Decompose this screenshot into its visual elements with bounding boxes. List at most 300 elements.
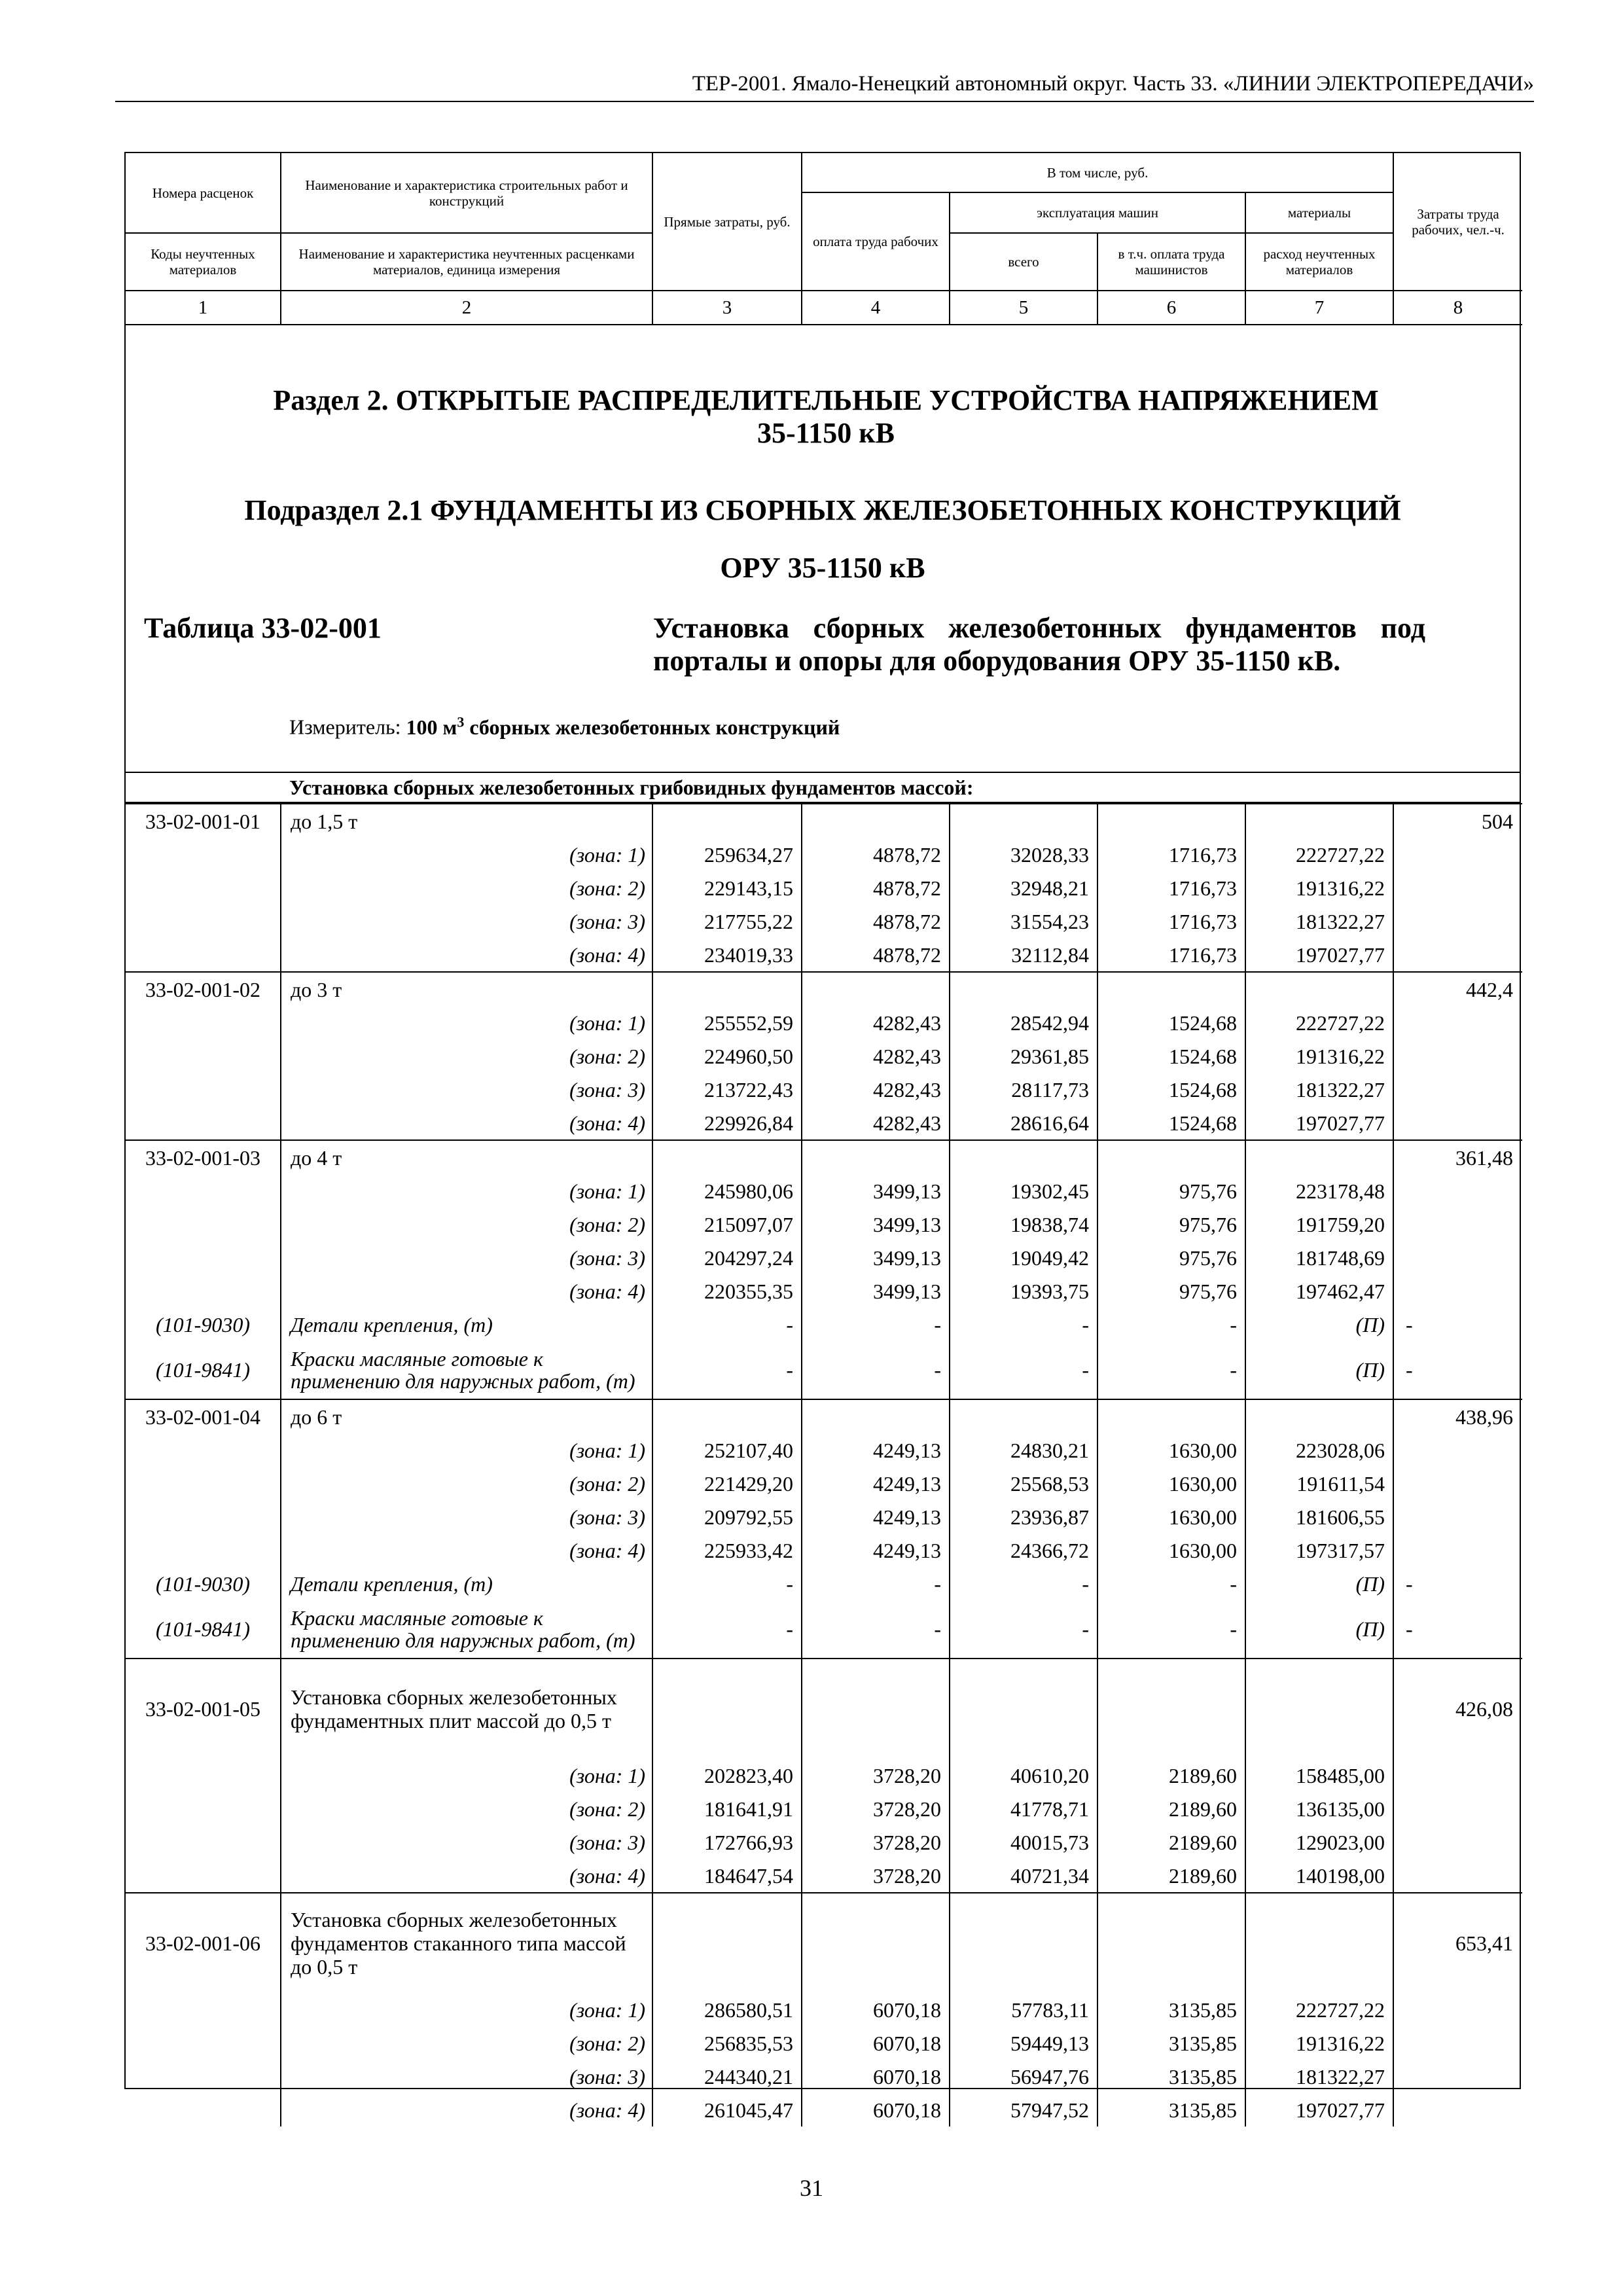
value-cell: 244340,21: [652, 2060, 802, 2093]
table-row: [126, 1341, 1522, 1399]
value-cell: 3499,13: [802, 1274, 950, 1308]
value-cell: 2189,60: [1097, 1759, 1245, 1792]
table-row: [126, 1433, 1522, 1467]
zone-label: (зона: 2): [281, 871, 652, 905]
zone-label: (зона: 3): [281, 905, 652, 938]
value-cell: 3135,85: [1097, 2093, 1245, 2126]
value-cell: 222727,22: [1245, 1006, 1393, 1039]
empty-cell: [1393, 1993, 1522, 2026]
value-cell: -: [652, 1308, 802, 1341]
value-cell: 1630,00: [1097, 1433, 1245, 1467]
value-cell: 19049,42: [950, 1241, 1097, 1274]
table-row: [126, 2060, 1522, 2093]
value-cell: 31554,23: [950, 905, 1097, 938]
value-cell: 59449,13: [950, 2026, 1097, 2060]
empty-cell: [950, 972, 1097, 1006]
empty-cell: [1393, 1792, 1522, 1825]
empty-cell: [126, 1274, 281, 1308]
col8-header: Затраты труда рабочих, чел.-ч.: [1393, 153, 1522, 291]
zone-label: (зона: 4): [281, 1274, 652, 1308]
table-row: [126, 838, 1522, 871]
empty-cell: [126, 1174, 281, 1208]
value-cell: 191316,22: [1245, 2026, 1393, 2060]
section-title-line1: Раздел 2. ОТКРЫТЫЕ РАСПРЕДЕЛИТЕЛЬНЫЕ УСТРОЙСТВА НАПРЯЖЕНИЕМ: [273, 384, 1379, 416]
value-cell: 181641,91: [652, 1792, 802, 1825]
table-row: [126, 1759, 1522, 1792]
empty-cell: [1393, 1759, 1522, 1792]
table-row: [126, 1825, 1522, 1859]
rate-code: 33-02-001-05: [126, 1659, 281, 1759]
material-name: Краски масляные готовые к применению для наружных работ, (т): [281, 1600, 652, 1659]
value-cell: 19838,74: [950, 1208, 1097, 1241]
value-cell: -: [1097, 1308, 1245, 1341]
column-number: 2: [281, 291, 652, 325]
value-cell: -: [950, 1600, 1097, 1659]
value-cell: 4878,72: [802, 871, 950, 905]
empty-cell: [126, 938, 281, 972]
value-cell: 3728,20: [802, 1859, 950, 1893]
column-numbers: [126, 291, 1522, 325]
value-cell: -: [802, 1567, 950, 1600]
empty-cell: [950, 1893, 1097, 1993]
value-cell: 1716,73: [1097, 838, 1245, 871]
empty-cell: [1393, 1106, 1522, 1140]
table-row: [126, 2026, 1522, 2060]
table-row: [126, 905, 1522, 938]
col2-header-bottom: Наименование и характеристика неучтенных расценками материалов, единица измерения: [281, 233, 652, 291]
col1-header-top: Номера расценок: [126, 153, 281, 233]
table-row: [126, 1308, 1522, 1341]
value-cell: 1524,68: [1097, 1106, 1245, 1140]
zone-label: (зона: 3): [281, 1073, 652, 1106]
section-title-line2: 35-1150 кВ: [757, 417, 895, 449]
table-row: [126, 972, 1522, 1006]
section-titles: [126, 325, 1520, 773]
zone-label: (зона: 2): [281, 1208, 652, 1241]
zone-label: (зона: 2): [281, 1467, 652, 1500]
empty-cell: [126, 1106, 281, 1140]
value-cell: -: [950, 1567, 1097, 1600]
value-cell: -: [652, 1600, 802, 1659]
table-row: [126, 1467, 1522, 1500]
value-cell: 256835,53: [652, 2026, 802, 2060]
value-cell: 28117,73: [950, 1073, 1097, 1106]
empty-cell: [126, 871, 281, 905]
empty-cell: [1393, 1039, 1522, 1073]
zone-label: (зона: 1): [281, 1006, 652, 1039]
subsection-title-line2: ОРУ 35-1150 кВ: [720, 552, 925, 584]
labor-cost: 438,96: [1393, 1399, 1522, 1433]
empty-cell: [1393, 905, 1522, 938]
rate-name: до 3 т: [281, 972, 652, 1006]
value-cell: 3135,85: [1097, 1993, 1245, 2026]
value-cell: 3499,13: [802, 1241, 950, 1274]
value-cell: -: [652, 1341, 802, 1399]
empty-cell: [126, 1534, 281, 1567]
empty-cell: [126, 1433, 281, 1467]
empty-cell: [126, 905, 281, 938]
empty-cell: [1097, 1399, 1245, 1433]
value-cell: 222727,22: [1245, 1993, 1393, 2026]
value-cell: 975,76: [1097, 1174, 1245, 1208]
value-cell: 28616,64: [950, 1106, 1097, 1140]
value-cell: 28542,94: [950, 1006, 1097, 1039]
value-cell: 1716,73: [1097, 871, 1245, 905]
empty-cell: [126, 1073, 281, 1106]
value-cell: 19302,45: [950, 1174, 1097, 1208]
zone-label: (зона: 2): [281, 2026, 652, 2060]
value-cell: 32112,84: [950, 938, 1097, 972]
labor-cost: -: [1406, 1617, 1413, 1641]
value-cell: (П): [1245, 1308, 1393, 1341]
value-cell: 57783,11: [950, 1993, 1097, 2026]
empty-cell: [126, 1241, 281, 1274]
value-cell: 259634,27: [652, 838, 802, 871]
value-cell: 3728,20: [802, 1759, 950, 1792]
zone-label: (зона: 3): [281, 1825, 652, 1859]
value-cell: 4878,72: [802, 905, 950, 938]
value-cell: 32028,33: [950, 838, 1097, 871]
material-name: Детали крепления, (т): [281, 1567, 652, 1600]
unit-value: 100 $м^3$ сборных железобетонных конструкций: [406, 713, 840, 739]
material-code: (101-9030): [126, 1308, 281, 1341]
value-cell: 229926,84: [652, 1106, 802, 1140]
empty-cell: [802, 1893, 950, 1993]
rate-code: 33-02-001-06: [126, 1893, 281, 1993]
empty-cell: [1393, 1467, 1522, 1500]
value-cell: 40015,73: [950, 1825, 1097, 1859]
empty-cell: [1393, 2026, 1522, 2060]
value-cell: 6070,18: [802, 1993, 950, 2026]
table-row: [126, 1399, 1522, 1433]
zone-label: (зона: 4): [281, 1859, 652, 1893]
empty-cell: [126, 1467, 281, 1500]
value-cell: 1524,68: [1097, 1073, 1245, 1106]
value-cell: 4878,72: [802, 938, 950, 972]
empty-cell: [1393, 838, 1522, 871]
value-cell: -: [802, 1308, 950, 1341]
value-cell: 6070,18: [802, 2093, 950, 2126]
empty-cell: [802, 1659, 950, 1759]
col6-header: в т.ч. оплата труда машинистов: [1097, 233, 1245, 291]
material-name: Детали крепления, (т): [281, 1308, 652, 1341]
table-name: Установка сборных железобетонных фундаментов под порталы и опоры для оборудования ОРУ 35-1150 кВ.: [653, 612, 1425, 677]
empty-cell: [1393, 1241, 1522, 1274]
value-cell: 3728,20: [802, 1792, 950, 1825]
value-cell: 220355,35: [652, 1274, 802, 1308]
value-cell: 2189,60: [1097, 1792, 1245, 1825]
empty-cell: [652, 1893, 802, 1993]
group-header: В том числе, руб.: [802, 153, 1393, 192]
empty-cell: [1393, 1534, 1522, 1567]
column-number: 4: [802, 291, 950, 325]
rate-code: 33-02-001-03: [126, 1140, 281, 1174]
empty-cell: [1393, 1500, 1522, 1534]
table-row: [126, 1241, 1522, 1274]
empty-cell: [1393, 1006, 1522, 1039]
table-row: [126, 1792, 1522, 1825]
rate-name: Установка сборных железобетонных фундаментных плит массой до 0,5 т: [281, 1659, 652, 1759]
zone-label: (зона: 3): [281, 2060, 652, 2093]
value-cell: (П): [1245, 1341, 1393, 1399]
value-cell: 255552,59: [652, 1006, 802, 1039]
value-cell: 40721,34: [950, 1859, 1097, 1893]
empty-cell: [1393, 1073, 1522, 1106]
value-cell: 172766,93: [652, 1825, 802, 1859]
value-cell: 57947,52: [950, 2093, 1097, 2126]
table-row: [126, 804, 1522, 838]
value-cell: 229143,15: [652, 871, 802, 905]
empty-cell: [802, 1399, 950, 1433]
col1-header-bottom: Коды неучтенных материалов: [126, 233, 281, 291]
value-cell: 6070,18: [802, 2060, 950, 2093]
table-row: [126, 1859, 1522, 1893]
zone-label: (зона: 2): [281, 1792, 652, 1825]
value-cell: 181322,27: [1245, 1073, 1393, 1106]
table-row: [126, 1208, 1522, 1241]
column-number: 1: [126, 291, 281, 325]
column-number: 5: [950, 291, 1097, 325]
empty-cell: [950, 1140, 1097, 1174]
empty-cell: [802, 972, 950, 1006]
empty-cell: [1097, 804, 1245, 838]
empty-cell: [950, 1399, 1097, 1433]
table-row: [126, 1006, 1522, 1039]
column-number: 8: [1393, 291, 1522, 325]
empty-cell: [1393, 2093, 1522, 2126]
materials-header: материалы: [1245, 192, 1393, 233]
value-cell: 4282,43: [802, 1006, 950, 1039]
empty-cell: [1393, 938, 1522, 972]
value-cell: 197027,77: [1245, 938, 1393, 972]
column-number: 7: [1245, 291, 1393, 325]
empty-cell: [1393, 2060, 1522, 2093]
value-cell: 204297,24: [652, 1241, 802, 1274]
labor-cost: -: [1406, 1312, 1413, 1336]
value-cell: -: [1097, 1567, 1245, 1600]
value-cell: 191759,20: [1245, 1208, 1393, 1241]
empty-cell: [1097, 972, 1245, 1006]
empty-cell: [1393, 1274, 1522, 1308]
table-row: [126, 1893, 1522, 1993]
zone-label: (зона: 1): [281, 838, 652, 871]
empty-cell: [126, 1859, 281, 1893]
table-row: [126, 1106, 1522, 1140]
value-cell: 197462,47: [1245, 1274, 1393, 1308]
subsection-title-line1: Подраздел 2.1 ФУНДАМЕНТЫ ИЗ СБОРНЫХ ЖЕЛЕЗОБЕТОННЫХ КОНСТРУКЦИЙ: [244, 494, 1401, 526]
zone-label: (зона: 4): [281, 1106, 652, 1140]
empty-cell: [652, 1140, 802, 1174]
value-cell: -: [950, 1308, 1097, 1341]
value-cell: 3135,85: [1097, 2060, 1245, 2093]
value-cell: 158485,00: [1245, 1759, 1393, 1792]
empty-cell: [126, 1792, 281, 1825]
labor-cost: 442,4: [1393, 972, 1522, 1006]
value-cell: -: [950, 1341, 1097, 1399]
value-cell: 4282,43: [802, 1106, 950, 1140]
value-cell: 197317,57: [1245, 1534, 1393, 1567]
value-cell: 4249,13: [802, 1467, 950, 1500]
col5-header: всего: [950, 233, 1097, 291]
value-cell: 1630,00: [1097, 1500, 1245, 1534]
table-row: [126, 1659, 1522, 1759]
page-number: 31: [800, 2175, 823, 2201]
value-cell: 224960,50: [652, 1039, 802, 1073]
empty-cell: [126, 2093, 281, 2126]
material-code: (101-9030): [126, 1567, 281, 1600]
empty-cell: [1245, 1399, 1393, 1433]
value-cell: 261045,47: [652, 2093, 802, 2126]
running-header: ТЕР-2001. Ямало-Ненецкий автономный округ. Часть 33. «ЛИНИИ ЭЛЕКТРОПЕРЕДАЧИ»: [115, 71, 1534, 102]
value-cell: 6070,18: [802, 2026, 950, 2060]
zone-label: (зона: 1): [281, 1759, 652, 1792]
rates-table: [126, 803, 1522, 2126]
column-number: 6: [1097, 291, 1245, 325]
table-row: [126, 871, 1522, 905]
empty-cell: [126, 1500, 281, 1534]
value-cell: -: [1097, 1600, 1245, 1659]
labor-cost: 426,08: [1393, 1659, 1522, 1759]
value-cell: 223028,06: [1245, 1433, 1393, 1467]
unit-of-measure: [289, 709, 840, 740]
value-cell: 2189,60: [1097, 1859, 1245, 1893]
value-cell: 975,76: [1097, 1274, 1245, 1308]
value-cell: 213722,43: [652, 1073, 802, 1106]
value-cell: 136135,00: [1245, 1792, 1393, 1825]
table-row: [126, 938, 1522, 972]
value-cell: 3499,13: [802, 1208, 950, 1241]
value-cell: 1716,73: [1097, 938, 1245, 972]
value-cell: -: [802, 1600, 950, 1659]
value-cell: 197027,77: [1245, 1106, 1393, 1140]
value-cell: 217755,22: [652, 905, 802, 938]
value-cell: 975,76: [1097, 1241, 1245, 1274]
value-cell: 225933,42: [652, 1534, 802, 1567]
empty-cell: [126, 1825, 281, 1859]
rate-code: 33-02-001-02: [126, 972, 281, 1006]
empty-cell: [126, 2060, 281, 2093]
rate-name: до 6 т: [281, 1399, 652, 1433]
unit-label: Измеритель:: [289, 715, 401, 739]
empty-cell: [950, 804, 1097, 838]
value-cell: -: [802, 1341, 950, 1399]
value-cell: 4878,72: [802, 838, 950, 871]
value-cell: 252107,40: [652, 1433, 802, 1467]
empty-cell: [1245, 1893, 1393, 1993]
value-cell: 191611,54: [1245, 1467, 1393, 1500]
empty-cell: [652, 1659, 802, 1759]
value-cell: 202823,40: [652, 1759, 802, 1792]
empty-cell: [1393, 1208, 1522, 1241]
table-row: [126, 2093, 1522, 2126]
value-cell: 2189,60: [1097, 1825, 1245, 1859]
empty-cell: [1393, 1825, 1522, 1859]
value-cell: 245980,06: [652, 1174, 802, 1208]
value-cell: 140198,00: [1245, 1859, 1393, 1893]
empty-cell: [802, 804, 950, 838]
empty-cell: [802, 1140, 950, 1174]
empty-cell: [652, 972, 802, 1006]
value-cell: 286580,51: [652, 1993, 802, 2026]
empty-cell: [1393, 871, 1522, 905]
zone-label: (зона: 4): [281, 938, 652, 972]
col2-header-top: Наименование и характеристика строительных работ и конструкций: [281, 153, 652, 233]
value-cell: 29361,85: [950, 1039, 1097, 1073]
value-cell: 3135,85: [1097, 2026, 1245, 2060]
col7-header: расход неучтенных материалов: [1245, 233, 1393, 291]
value-cell: 1716,73: [1097, 905, 1245, 938]
zone-label: (зона: 4): [281, 1534, 652, 1567]
rate-name: Установка сборных железобетонных фундаментов стаканного типа массой до 0,5 т: [281, 1893, 652, 1993]
rate-code: 33-02-001-04: [126, 1399, 281, 1433]
value-cell: 191316,22: [1245, 871, 1393, 905]
value-cell: 40610,20: [950, 1759, 1097, 1792]
empty-cell: [1097, 1893, 1245, 1993]
table-row: [126, 1534, 1522, 1567]
value-cell: 3728,20: [802, 1825, 950, 1859]
labor-cost: -: [1406, 1571, 1413, 1596]
empty-cell: [1245, 1659, 1393, 1759]
table-row: [126, 1039, 1522, 1073]
value-cell: 4282,43: [802, 1039, 950, 1073]
material-code: (101-9841): [126, 1600, 281, 1659]
value-cell: -: [652, 1567, 802, 1600]
value-cell: 197027,77: [1245, 2093, 1393, 2126]
value-cell: -: [1097, 1341, 1245, 1399]
value-cell: 129023,00: [1245, 1825, 1393, 1859]
value-cell: 4249,13: [802, 1433, 950, 1467]
zone-label: (зона: 1): [281, 1433, 652, 1467]
value-cell: 975,76: [1097, 1208, 1245, 1241]
value-cell: 24366,72: [950, 1534, 1097, 1567]
empty-cell: [126, 1993, 281, 2026]
value-cell: 24830,21: [950, 1433, 1097, 1467]
empty-cell: [126, 1759, 281, 1792]
value-cell: 19393,75: [950, 1274, 1097, 1308]
empty-cell: [652, 804, 802, 838]
empty-cell: [1097, 1659, 1245, 1759]
value-cell: 215097,07: [652, 1208, 802, 1241]
value-cell: 1630,00: [1097, 1467, 1245, 1500]
empty-cell: [1245, 972, 1393, 1006]
value-cell: 41778,71: [950, 1792, 1097, 1825]
value-cell: 25568,53: [950, 1467, 1097, 1500]
table-row: [126, 1073, 1522, 1106]
value-cell: 181322,27: [1245, 905, 1393, 938]
empty-cell: [126, 838, 281, 871]
empty-cell: [1245, 804, 1393, 838]
value-cell: 222727,22: [1245, 838, 1393, 871]
empty-cell: [126, 1006, 281, 1039]
material-name: Краски масляные готовые к применению для наружных работ, (т): [281, 1341, 652, 1399]
zone-label: (зона: 1): [281, 1993, 652, 2026]
subheading: Установка сборных железобетонных грибовидных фундаментов массой:: [126, 773, 1520, 803]
zone-label: (зона: 3): [281, 1241, 652, 1274]
value-cell: 4282,43: [802, 1073, 950, 1106]
value-cell: 209792,55: [652, 1500, 802, 1534]
value-cell: 181322,27: [1245, 2060, 1393, 2093]
rate-name: до 1,5 т: [281, 804, 652, 838]
value-cell: 1524,68: [1097, 1006, 1245, 1039]
table-row: [126, 1174, 1522, 1208]
value-cell: 56947,76: [950, 2060, 1097, 2093]
machines-header: эксплуатация машин: [950, 192, 1245, 233]
value-cell: 181748,69: [1245, 1241, 1393, 1274]
value-cell: 184647,54: [652, 1859, 802, 1893]
empty-cell: [652, 1399, 802, 1433]
rate-name: до 4 т: [281, 1140, 652, 1174]
table-row: [126, 1567, 1522, 1600]
